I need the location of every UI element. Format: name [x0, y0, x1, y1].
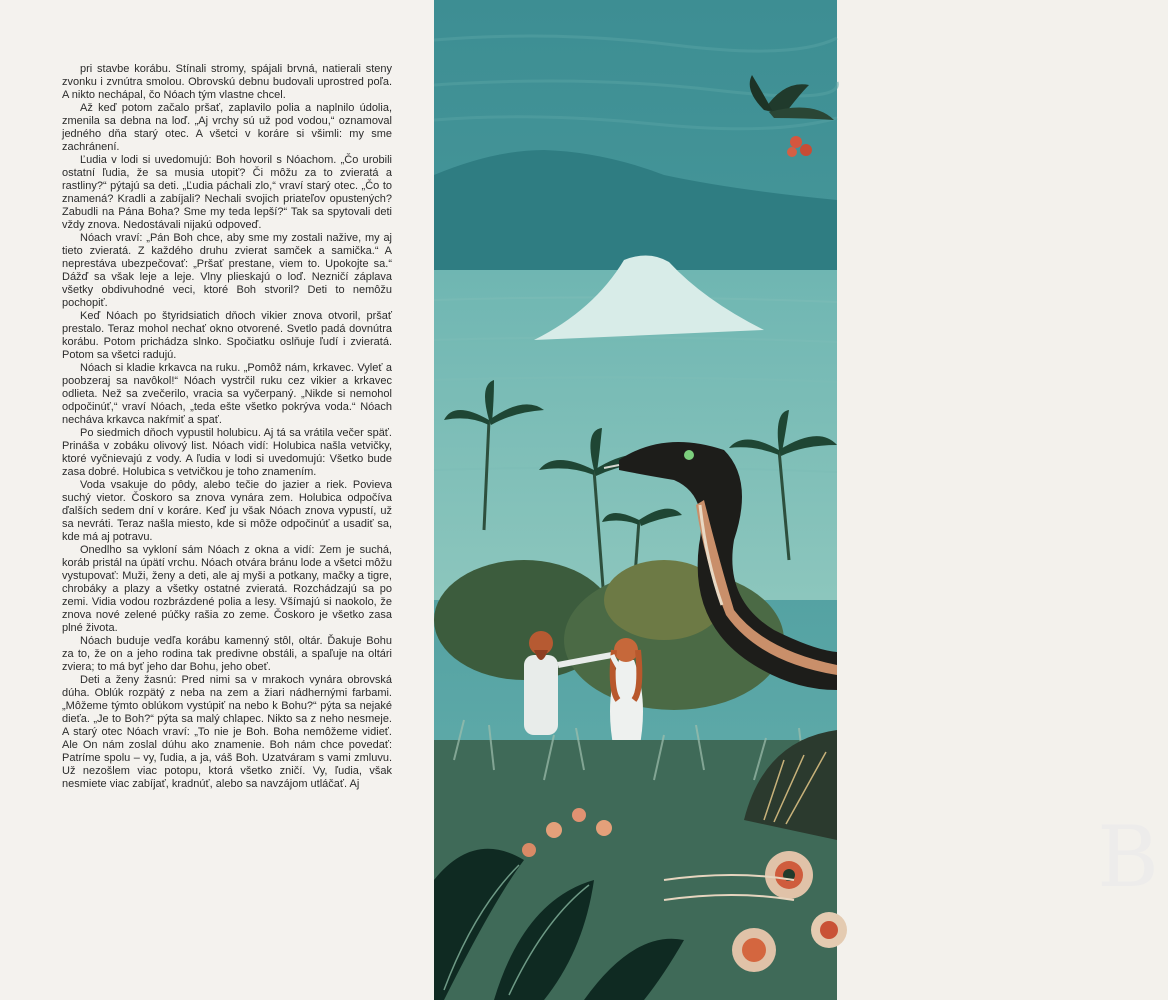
paragraph: Deti a ženy žasnú: Pred nimi sa v mrakoch vynára obrovská dúha. Oblúk rozpätý z neba na zem a žiari nádhernými farbami. „Môžeme týmto oblúkom vystúpiť na nebo k Bohu?“ pýta sa nejaké dieťa. „Je to Boh?“ pýta sa malý chlapec. Nikto sa z neho nesmeje. A starý otec Nóach vraví: „To nie je Boh. Boha nemôžeme vidieť. Ale On nám zoslal dúhu ako znamenie. Boh nám chce povedať: Patríme spolu – vy, ľudia, a ja, váš Boh. Uzatváram s vami zmluvu. Už nezošlem viac potopu, ktorá všetko zničí. Vy, ľudia, však nesmiete viac zabíjať, kradnúť, alebo sa navzájom utláčať. Aj: [62, 674, 392, 790]
paragraph: Po siedmich dňoch vypustil holubicu. Aj tá sa vrátila večer späť. Prináša v zobáku olivový list. Nóach vidí: Holubica našla vetvičky, ktoré vyčnievajú z vody. A ľudia v lodi si uvedomujú: Všetko bude zasa dobré. Holubica s vetvičkou je toho znamením.: [62, 427, 392, 478]
paragraph: Nóach vraví: „Pán Boh chce, aby sme my zostali nažive, my aj tieto zvieratá. Z každého druhu zvierat samček a samička.“ A neprestáva ubezpečovať: „Pršať prestane, viem to. Upokojte sa.“ Dážď sa však leje a leje. Vlny plieskajú o loď. Nezničí záplava všetky obdivuhodné veci, ktoré Boh stvoril? Deti to nemôžu pochopiť.: [62, 232, 392, 309]
story-text-column: [62, 63, 392, 791]
paragraph: Až keď potom začalo pršať, zaplavilo polia a naplnilo údolia, zmenila sa debna na loď. „Aj vrchy sú už pod vodou,“ oznamoval jedného dňa starý otec. A všetci v koráre si všimli: my sme zachránení.: [62, 102, 392, 153]
painted-illustration: [434, 0, 1159, 1000]
paragraph: Nóach si kladie krkavca na ruku. „Pomôž nám, krkavec. Vyleť a poobzeraj sa navôkol!“ Nóach vystrčil ruku cez vikier a krkavec odlieta. Než sa zvečerilo, vracia sa vyčerpaný. „Nikde si nemohol odpočinúť,“ vraví Nóach, „teda ešte všetko pokrýva voda.“ Nóach necháva krkavca nakŕmiť a spať.: [62, 362, 392, 426]
paragraph: Nóach buduje vedľa korábu kamenný stôl, oltár. Ďakuje Bohu za to, že on a jeho rodina tak predivne obstáli, a spaľuje na oltári zviera; to má byť jeho dar Bohu, jeho obeť.: [62, 635, 392, 673]
paragraph: Keď Nóach po štyridsiatich dňoch vikier znova otvoril, pršať prestalo. Teraz mohol nechať okno otvorené. Svetlo padá dovnútra korábu. Potom prichádza slnko. Spočiatku oslňuje ľudí i zvieratá. Potom sa všetci radujú.: [62, 310, 392, 361]
paragraph: pri stavbe korábu. Stínali stromy, spájali brvná, natierali steny zvonku i zvnútra smolou. Obrovskú debnu budovali uprostred poľa. A nikto nechápal, čo Nóach tým vlastne chcel.: [62, 63, 392, 101]
paragraph: Voda vsakuje do pôdy, alebo tečie do jazier a riek. Povieva suchý vietor. Čoskoro sa znova vynára zem. Holubica odpočíva ďalších sedem dní v koráre. Keď ju však Nóach znova vypustí, už sa nevráti. Teraz našla miesto, kde si môže odpočinúť a usadiť sa, kde má aj potravu.: [62, 479, 392, 543]
eve-figure: [610, 638, 643, 750]
paragraph: Onedlho sa vykloní sám Nóach z okna a vidí: Zem je suchá, koráb pristál na úpätí vrchu. Nóach otvára bránu lode a všetci môžu vystupovať: Muži, ženy a deti, ale aj myši a potkany, mačky a tigre, chrobáky a plazy a všetky ostatné zvieratá. Rozchádzajú sa po zemi. Vidia vodou rozbrázdené polia a lesy. Všímajú si naokolo, že znova nové zelené púčky rašia zo zeme. Čoskoro je všetko zasa plné života.: [62, 544, 392, 634]
watermark-logo: B: [1097, 808, 1159, 906]
illustration-svg: [434, 0, 837, 1000]
paragraph: Ľudia v lodi si uvedomujú: Boh hovoril s Nóachom. „Čo urobili ostatní ľudia, že sa musia utopiť? Či môžu za to zvieratá a rastliny?“ pýtajú sa deti. „Ľudia páchali zlo,“ vraví starý otec. „Čo to znamená? Kradli a zabíjali? Nechali svojich priateľov opustených? Zabudli na Pána Boha? Sme my teda lepší?“ Tak sa spytovali deti vždy znova. Nedostávali nijakú odpoveď.: [62, 154, 392, 231]
text-page: [0, 0, 434, 1000]
